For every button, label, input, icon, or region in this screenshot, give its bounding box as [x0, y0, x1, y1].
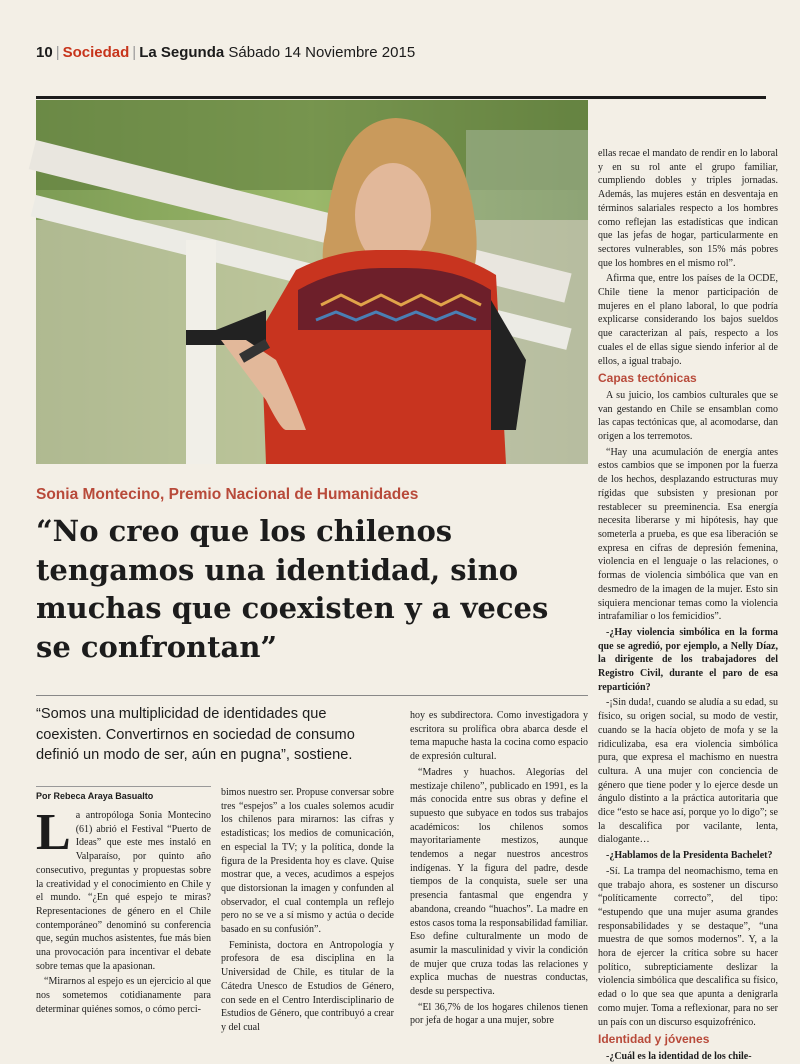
article-headline: “No creo que los chilenos tengamos una identidad, sino muchas que coexisten y a veces se confrontan” [36, 514, 549, 664]
interview-question: -¿Hablamos de la Presidenta Bachelet? [606, 850, 773, 862]
page-header: 10 | Sociedad | La Segunda Sábado 14 Noviembre 2015 [36, 44, 416, 61]
headline-divider [36, 695, 588, 696]
drop-cap: L [36, 804, 71, 861]
paragraph: “Mirarnos al espejo es un ejercicio al que nos sometemos cotidianamente para determinar quiénes somos, o cómo perci- [36, 976, 211, 1015]
issue-date: Sábado 14 Noviembre 2015 [228, 44, 416, 61]
top-rule [36, 96, 766, 99]
publication-name: La Segunda [139, 44, 225, 61]
article-byline: Por Rebeca Araya Basualto [36, 786, 211, 801]
paragraph: A su juicio, los cambios culturales que se van gestando en Chile se ensamblan como las capas tectónicas que, al acomodarse, dan origen a los terremotos. [598, 389, 778, 443]
section-name: Sociedad [62, 44, 130, 61]
paragraph: Feminista, doctora en Antropología y profesora de esa disciplina en la Universidad de Chile, es titular de la Cátedra Unesco de Estudios de Género, con sede en el Centro Interdisciplinario de Estudios de Género, que contribuyó a crear y del cual [221, 939, 394, 1033]
paragraph: “El 36,7% de los hogares chilenos tienen por jefa de hogar a una mujer, sobre [410, 1001, 588, 1027]
paragraph: ellas recae el mandato de rendir en lo laboral y en su rol ante el grupo familiar, cumpliendo dobles y triples jornadas. Además, las mujeres están en desventaja en términos salariales respecto a los hombres como reflejan las estadísticas que indican que las jefas de hogar, particularmente en sectores vulnerables, son 15% más pobres que los hombres en el mismo rol”. [598, 148, 778, 269]
paragraph: “Hay una acumulación de energía antes estos cambios que se imponen por la fuerza de los hechos, desplazando estructuras muy rígidas que subsisten y presionan por restablecer su preeminencia. Esa energía necesita liberarse y mi hipótesis, hay que someterla a prueba, es que esa liberación se expresa en cifras de depresión femenina, violencia en el lenguaje o las relaciones, o formas de violencia simbólica que van en desmedro de la imagen de la mujer. Esto sin siquiera mencionar temas como la violencia intrafamiliar o los femicidios”. [598, 446, 778, 623]
paragraph: hoy es subdirectora. Como investigadora y escritora su prolífica obra abarca desde el tema mapuche hasta la cocina como espacio de expresión cultural. [410, 710, 588, 763]
page-number: 10 [36, 44, 53, 61]
body-column-2 [221, 786, 394, 1033]
article-deck: “Somos una multiplicidad de identidades que coexisten. Convertirnos en sociedad de consumo definió un modo de ser, aún en pugna”, sostiene. [36, 706, 355, 763]
body-column-4 [598, 147, 778, 1062]
interview-answer: -Sí. La trampa del neomachismo, tema en que trabajo ahora, es sostener un discurso “políticamente correcto”, del tipo: “estupendo que una mujer asuma grandes responsabilidades y se destaque”, “una muestra de que somos modernos”. Y, a la hora de ejercer la crítica sobre su hacer político, subrepticiamente deslizar la violencia simbólica que descalifica su físico, edad o lo que sea que apunta a denigrarla como mujer. Toma a reflexionar, para no ser un país con un discurso esquizofrénico. [598, 865, 778, 1028]
paragraph: “Madres y huachos. Alegorías del mestizaje chileno”, publicado en 1991, es la más conocida entre sus obras y define el supuesto que subyace en todos sus trabajos académicos: los chilenos somos mayoritariamente mestizos, aunque tendemos a negar nuestros ancestros indígenas. Y la figura del padre, desde tiempos de la conquista, suele ser una presencia fantasmal que engendra y abandona, creando “huachos”. La madre en estos casos toma la responsabilidad familiar. Eso define culturalmente un modo de asumir la masculinidad y vivir la condición de mujer que cruza todas las relaciones y explica muchas de nuestras conductas, desde su perspectiva. [410, 766, 588, 998]
body-column-3 [410, 709, 588, 1027]
interview-answer: -¡Sin duda!, cuando se aludía a su edad, su físico, su origen social, su modo de vestir, cuando se la hacía objeto de mofa y se la ridiculizaba, esa era violencia simbólica pura, que expresa el machismo en nuestra cultura. A una mujer con conciencia de género que tiene poder y lo ejerce desde un ángulo distinto a la práctica autoritaria que dice “esto se hace así, porque yo lo digo”; se la descalifica por vacilante, lenta, dialogante… [598, 697, 778, 846]
interview-question: -¿Hay violencia simbólica en la forma que se agredió, por ejemplo, a Nelly Díaz, la dirigente de los trabajadores del Registro Civil, durante el paro de esa repartición? [598, 626, 778, 693]
paragraph: Afirma que, entre los países de la OCDE, Chile tiene la menor participación de mujeres en el plano laboral, lo que podría explicarse considerando los bajos sueldos que caracterizan al país, respecto a los cuales el de ellas sigue siendo inferior al de ellos, a igual trabajo. [598, 273, 778, 367]
paragraph: a antropóloga Sonia Montecino (61) abrió el Festival “Puerto de Ideas” que este mes instaló en Valparaíso, por quinto año consecutivo, preguntas y propuestas sobre la creatividad y el conocimiento en Chile y el mundo. “¿En qué espejo te miras? Representaciones de género en el Chile contemporáneo” denominó su conferencia que, según muchos asistentes, fue más bien una provocación para incentivar el debate sobre temas que la apasionan. [36, 810, 211, 972]
article-kicker: Sonia Montecino, Premio Nacional de Humanidades [36, 486, 419, 503]
subheading: Capas tectónicas [598, 371, 697, 386]
interview-question: -¿Cuál es la identidad de los chile- [606, 1051, 752, 1062]
paragraph: bimos nuestro ser. Propuse conversar sobre tres “espejos” a los cuales solemos acudir los chilenos para mirarnos: las cifras y estadísticas; los medios de comunicación, en especial la TV; y la política, donde la figura de la Presidenta hoy es clave. Quise mostrar que, a veces, acudimos a espejos que distorsionan la imagen y confunden al observador, el cual contempla un reflejo pero no se ve a sí mismo y actúa o decide basado en su confusión”. [221, 787, 394, 936]
body-column-1 [36, 804, 211, 1015]
subheading: Identidad y jóvenes [598, 1032, 710, 1047]
portrait-photo [36, 100, 588, 464]
